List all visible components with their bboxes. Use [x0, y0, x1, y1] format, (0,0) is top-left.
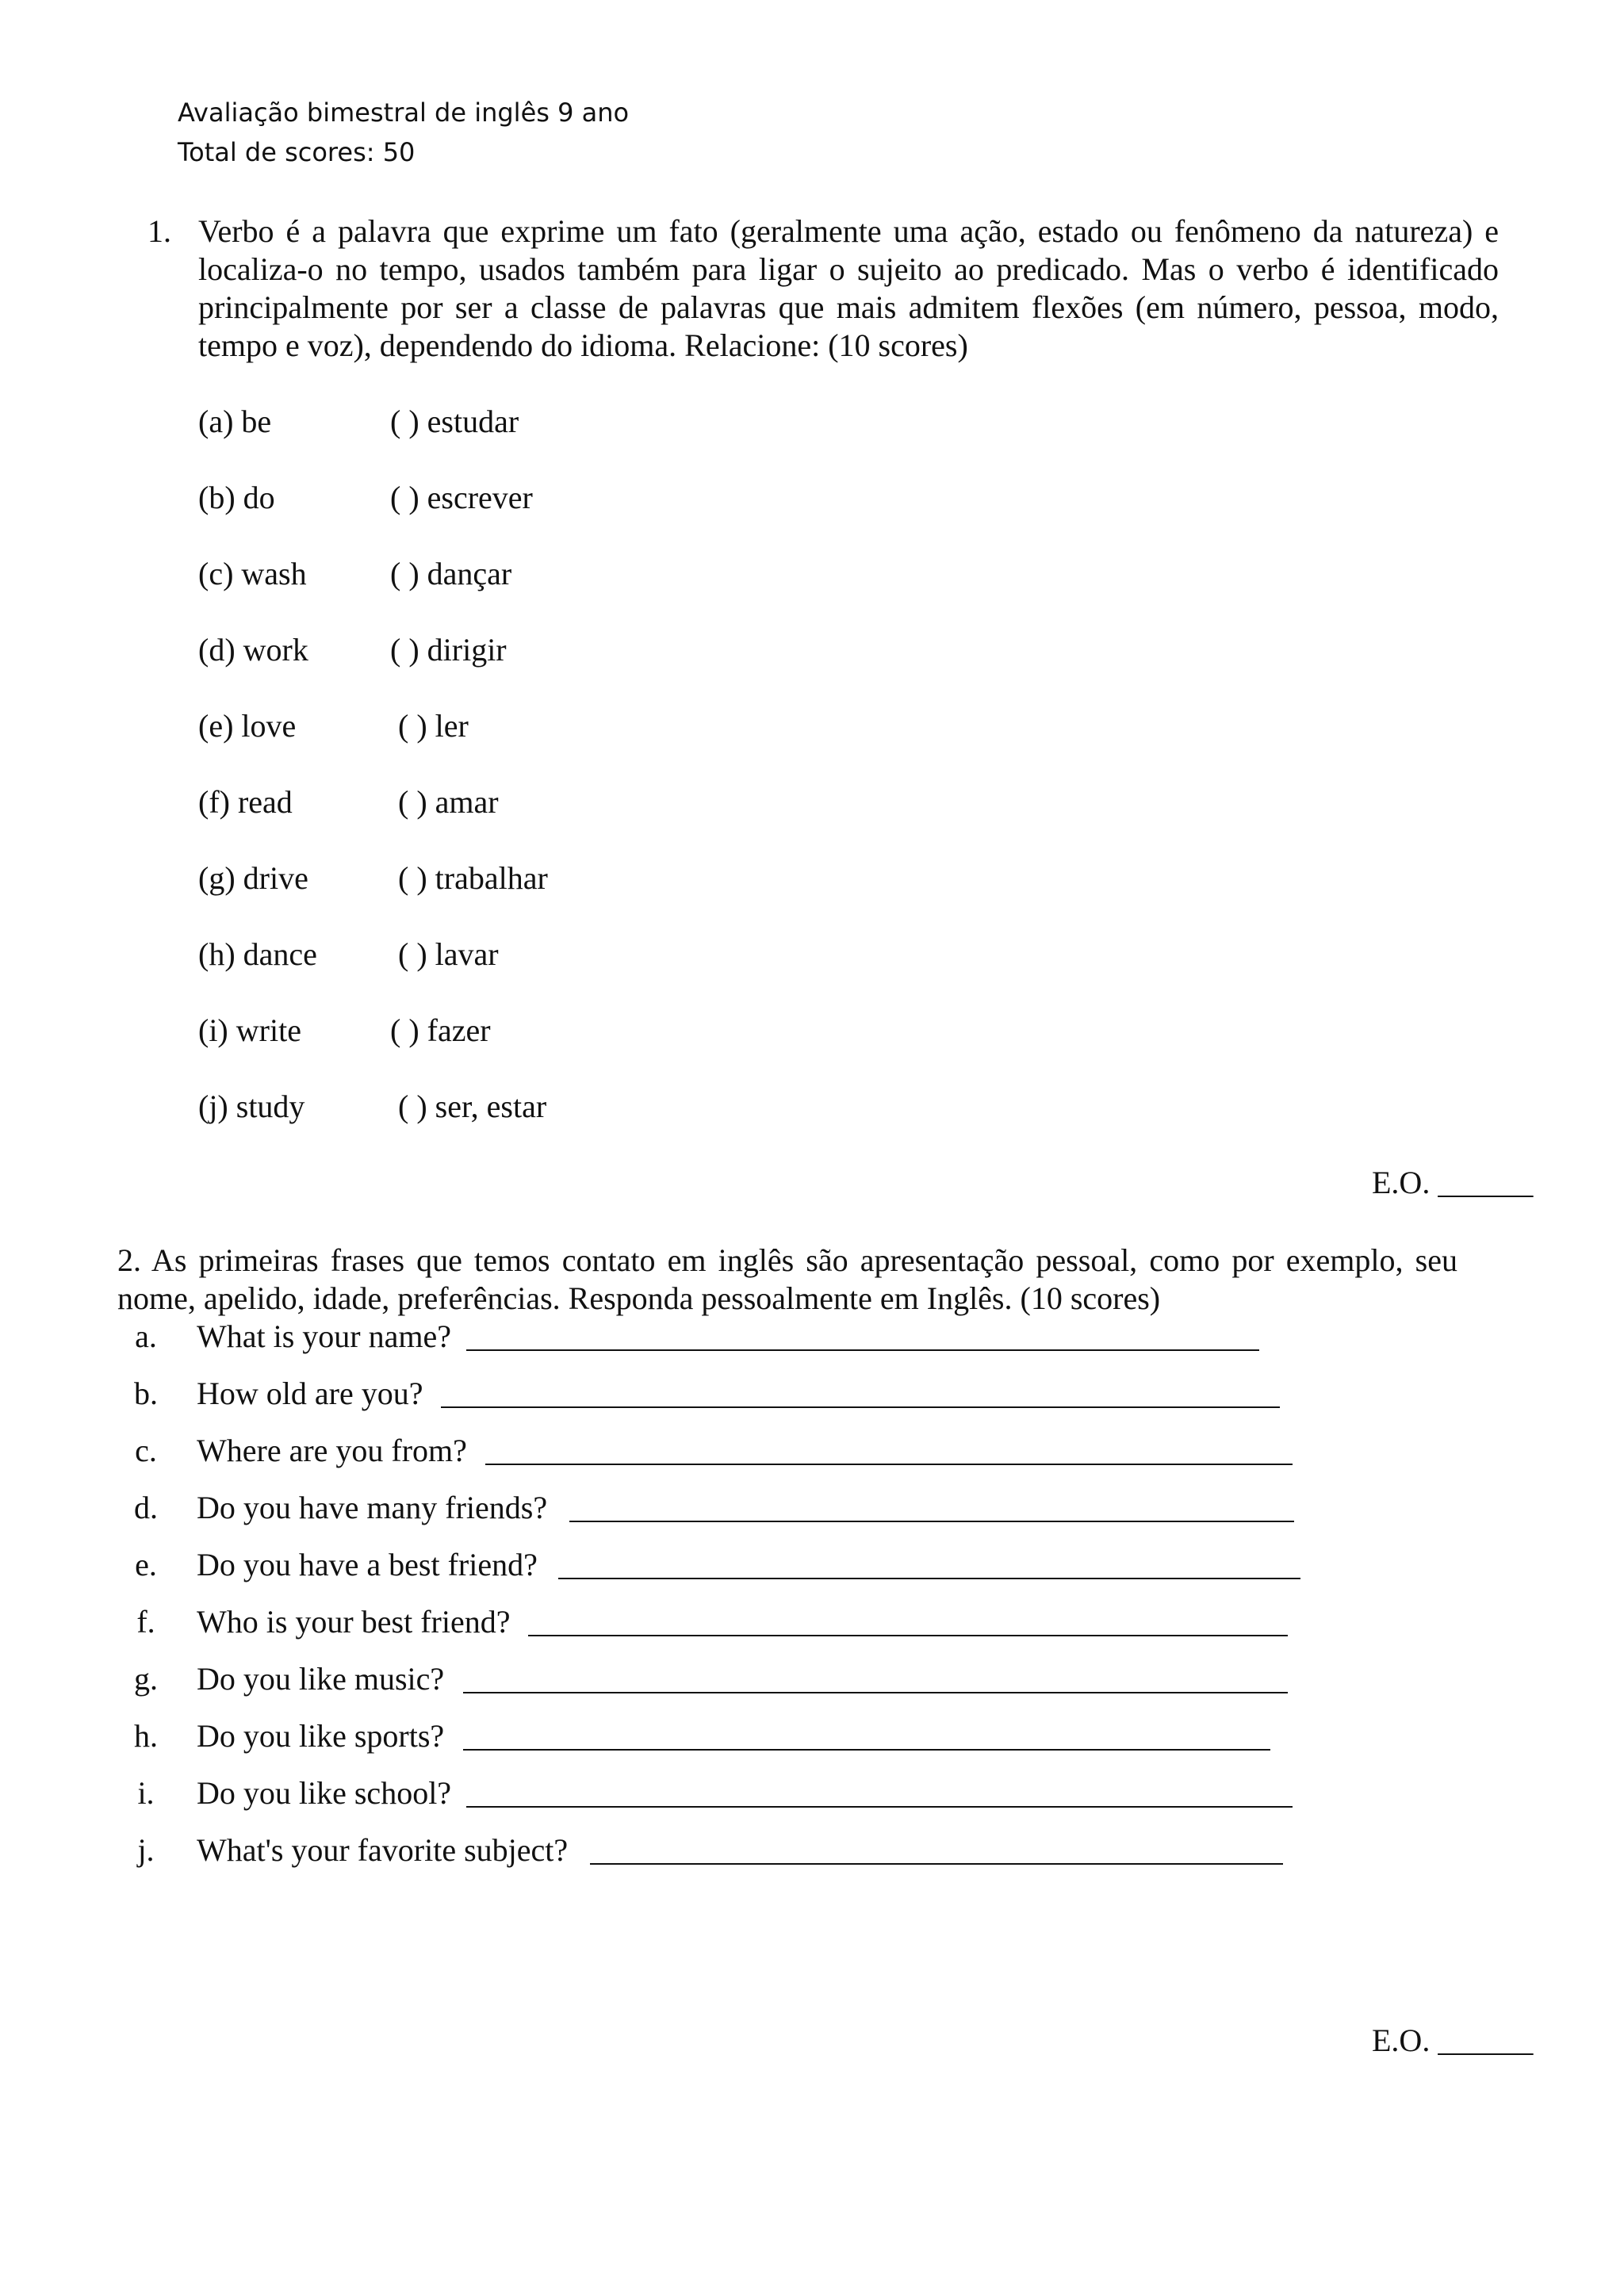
question-prompt: Do you like school?	[197, 1775, 452, 1811]
match-left-item: (g) drive	[198, 860, 308, 896]
question-letter: g.	[134, 1661, 158, 1697]
question-letter: c.	[135, 1433, 157, 1468]
answer-line[interactable]	[466, 1806, 1293, 1808]
answer-line[interactable]	[463, 1692, 1288, 1693]
question-prompt: Do you like sports?	[197, 1718, 445, 1754]
answer-line[interactable]	[569, 1521, 1294, 1522]
question-letter: h.	[134, 1718, 158, 1754]
match-left-item: (j) study	[198, 1089, 305, 1124]
eo-score-field[interactable]: E.O. ______	[1372, 1165, 1534, 1200]
question-letter: e.	[135, 1547, 157, 1582]
answer-line[interactable]	[441, 1406, 1280, 1408]
match-right-item[interactable]: ( ) dirigir	[390, 632, 507, 668]
match-right-item[interactable]: ( ) escrever	[390, 480, 533, 515]
answer-line[interactable]	[528, 1635, 1288, 1636]
question-prompt: Do you have many friends?	[197, 1490, 548, 1525]
question-letter: d.	[134, 1490, 158, 1525]
header-title: Avaliação bimestral de inglês 9 ano	[178, 98, 630, 128]
match-right-item[interactable]: ( ) amar	[398, 784, 499, 820]
question-prompt: Where are you from?	[197, 1433, 467, 1468]
header-total-scores: Total de scores: 50	[178, 137, 416, 167]
match-left-item: (h) dance	[198, 936, 317, 972]
question-1-number: 1.	[147, 213, 171, 249]
match-right-item[interactable]: ( ) estudar	[390, 404, 519, 439]
answer-line[interactable]	[558, 1578, 1300, 1579]
question-prompt: Who is your best friend?	[197, 1604, 511, 1640]
question-prompt: What's your favorite subject?	[197, 1832, 569, 1868]
question-prompt: What is your name?	[197, 1318, 451, 1354]
answer-line[interactable]	[463, 1749, 1270, 1751]
question-letter: i.	[137, 1775, 155, 1811]
match-right-item[interactable]: ( ) ser, estar	[398, 1089, 547, 1124]
match-right-item[interactable]: ( ) dançar	[390, 556, 512, 591]
match-right-item[interactable]: ( ) lavar	[398, 936, 499, 972]
match-right-item[interactable]: ( ) ler	[398, 708, 469, 744]
match-left-item: (b) do	[198, 480, 275, 515]
match-right-item[interactable]: ( ) trabalhar	[398, 860, 548, 896]
match-left-item: (a) be	[198, 404, 272, 439]
question-prompt: Do you have a best friend?	[197, 1547, 538, 1582]
question-letter: b.	[134, 1376, 158, 1411]
question-letter: f.	[136, 1604, 155, 1640]
question-prompt: How old are you?	[197, 1376, 423, 1411]
answer-line[interactable]	[485, 1464, 1293, 1465]
match-left-item: (i) write	[198, 1012, 301, 1048]
match-left-item: (e) love	[198, 708, 297, 744]
question-1-text: Verbo é a palavra que exprime um fato (geralmente uma ação, estado ou fenômeno da natureza) e localiza-o no tempo, usados também para ligar o sujeito ao predicado. Mas o verbo é identificado principalmente por ser a classe de palavras que mais admitem flexões (em número, pessoa, modo, tempo e voz), dependendo do idioma. Relacione: (10 scores)	[198, 213, 1499, 363]
question-prompt: Do you like music?	[197, 1661, 445, 1697]
answer-line[interactable]	[466, 1349, 1259, 1351]
question-letter: a.	[135, 1318, 157, 1354]
eo-score-field[interactable]: E.O. ______	[1372, 2022, 1534, 2058]
match-left-item: (c) wash	[198, 556, 307, 591]
question-letter: j.	[137, 1832, 155, 1868]
answer-line[interactable]	[590, 1863, 1283, 1865]
match-left-item: (d) work	[198, 632, 308, 668]
match-left-item: (f) read	[198, 784, 293, 820]
question-2-text: 2. As primeiras frases que temos contato em inglês são apresentação pessoal, como por exemplo, seu nome, apelido, idade, preferências. Responda pessoalmente em Inglês. (10 scores)	[117, 1242, 1457, 1316]
match-right-item[interactable]: ( ) fazer	[390, 1012, 491, 1048]
